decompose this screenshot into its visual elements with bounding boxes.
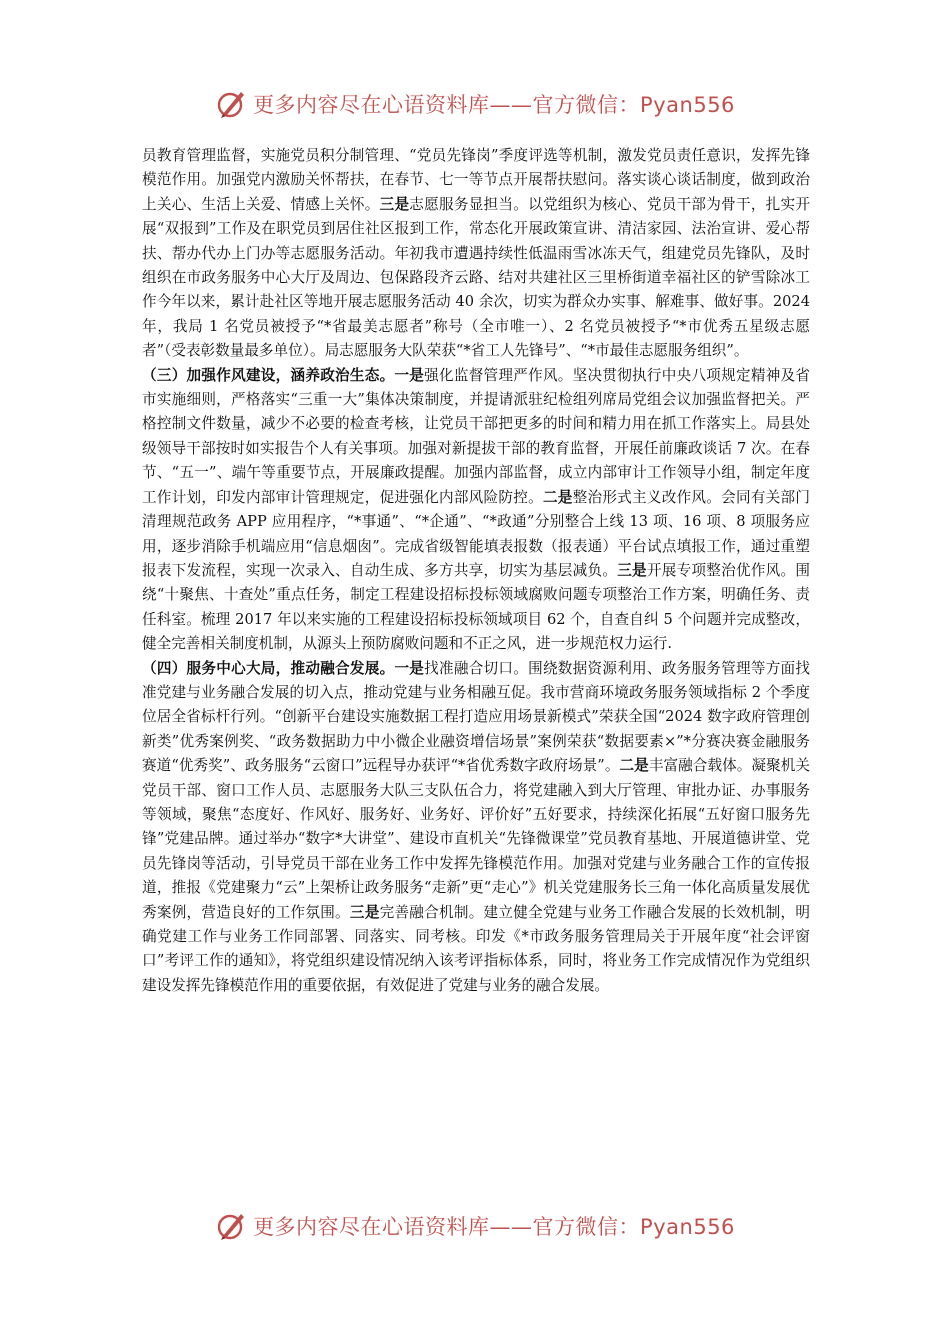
footer-watermark-banner	[0, 1206, 950, 1246]
body-text: 找准融合切口。围绕数据资源利用、政务服务管理等方面找准党建与业务融合发展的切入点，推动党建与业务相融互促。我市营商环境政务服务领域指标 2 个季度位居全省标杆行列。“创新平台建设实施数据工程打造应用场景新模式”荣获全国“2024 数字政府管理创新类”优秀案例奖、“政务数据助力中小微企业融资增信场景”案例荣获“数据要素×”*分赛决赛金融服务赛道“优秀奖”、政务服务“云窗口”远程导办获评“*省优秀数字政府场景”。	[142, 659, 810, 775]
bold-heading-text: （三）加强作风建设，涵养政治生态。一是	[142, 366, 425, 384]
body-text: 完善融合机制。建立健全党建与业务工作融合发展的长效机制，明确党建工作与业务工作同部署、同落实、同考核。印发《*市政务服务管理局关于开展年度“社会评窗口”考评工作的通知》，将党组织建设情况纳入该考评指标体系，同时，将业务工作完成情况作为党组织建设发挥先锋模范作用的重要依据，有效促进了党建与业务的融合发展。	[142, 903, 810, 994]
document-body	[142, 144, 810, 998]
bold-heading-text: 二是	[542, 488, 573, 506]
bold-heading-text: 三是	[617, 561, 647, 579]
body-text: 丰富融合载体。凝聚机关党员干部、窗口工作人员、志愿服务大队三支队伍合力，将党建融入到大厅管理、审批办证、办事服务等领域，聚焦“态度好、作风好、服务好、业务好、评价好”五好要求，持续深化拓展“五好窗口服务先锋”党建品牌。通过举办“数字*大讲堂”、建设市直机关“先锋微课堂”党员教育基地、开展道德讲堂、党员先锋岗等活动，引导党员干部在业务工作中发挥先锋模范作用。加强对党建与业务融合工作的宣传报道，推报《党建聚力“云”上架桥让政务服务“走新”更“走心”》机关党建服务长三角一体化高质量发展优秀案例，营造良好的工作氛围。	[142, 757, 810, 921]
bold-heading-text: （四）服务中心大局，推动融合发展。一是	[142, 659, 425, 677]
bold-heading-text: 三是	[379, 195, 410, 213]
banner-text: 更多内容尽在心语资料库——官方微信：Pyan556	[253, 1215, 735, 1239]
pen-circle-logo-icon	[215, 1209, 249, 1243]
bold-heading-text: 三是	[349, 903, 380, 921]
pen-circle-logo-icon	[215, 87, 249, 121]
paragraph	[142, 657, 810, 999]
body-text: 强化监督管理严作风。坚决贯彻执行中央八项规定精神及省市实施细则，严格落实“三重一大”集体决策制度，并提请派驻纪检组列席局党组会议加强监督把关。严格控制文件数量，减少不必要的检查考核，让党员干部把更多的时间和精力用在抓工作落实上。局县处级领导干部按时如实报告个人有关事项。加强对新提拔干部的教育监督，开展任前廉政谈话 7 次。在春节、“五一”、端午等重要节点，开展廉政提醒。加强内部监督，成立内部审计工作领导小组，制定年度工作计划，印发内部审计管理规定，促进强化内部风险防控。	[142, 366, 810, 506]
body-text: 整治形式主义改作风。会同有关部门清理规范政务 APP 应用程序，“*事通”、“*企通”、“*政通”分别整合上线 13 项、16 项、8 项服务应用，逐步消除手机端应用“信息烟囱”。完成省级智能填表报数（报表通）平台试点填报工作，通过重塑报表下发流程，实现一次录入、自动生成、多方共享，切实为基层减负。	[142, 488, 810, 579]
body-text: 开展专项整治优作风。围绕“十聚焦、十查处”重点任务，制定工程建设招标投标领域腐败问题专项整治工作方案，明确任务、责任科室。梳理 2017 年以来实施的工程建设招标投标领域项目 62 个，自查自纠 5 个问题并完成整改，健全完善相关制度机制，从源头上预防腐败问题和不正之风，进一步规范权力运行.	[142, 561, 810, 653]
paragraph	[142, 364, 810, 657]
bold-heading-text: 二是	[619, 757, 649, 775]
banner-text: 更多内容尽在心语资料库——官方微信：Pyan556	[253, 93, 735, 117]
body-text: 员教育管理监督，实施党员积分制管理、“党员先锋岗”季度评选等机制，激发党员责任意识，发挥先锋模范作用。加强党内激励关怀帮扶，在春节、七一等节点开展帮扶慰问。落实谈心谈话制度，做到政治上关心、生活上关爱、情感上关怀。	[142, 147, 810, 213]
header-watermark-banner	[0, 84, 950, 124]
paragraph	[142, 144, 810, 364]
body-text: 志愿服务显担当。以党组织为核心、党员干部为骨干，扎实开展“双报到”工作及在职党员到居住社区报到工作，常态化开展政策宣讲、清洁家园、法治宣讲、爱心帮扶、帮办代办上门办等志愿服务活动。年初我市遭遇持续性低温雨雪冰冻天气，组建党员先锋队，及时组织在市政务服务中心大厅及周边、包保路段齐云路、结对共建社区三里桥街道幸福社区的铲雪除冰工作今年以来，累计赴社区等地开展志愿服务活动 40 余次，切实为群众办实事、解难事、做好事。2024 年，我局 1 名党员被授予“*省最美志愿者”称号（全市唯一）、2 名党员被授予“*市优秀五星级志愿者”（受表彰数量最多单位）。局志愿服务大队荣获“*省工人先锋号”、“*市最佳志愿服务组织”。	[142, 195, 810, 360]
